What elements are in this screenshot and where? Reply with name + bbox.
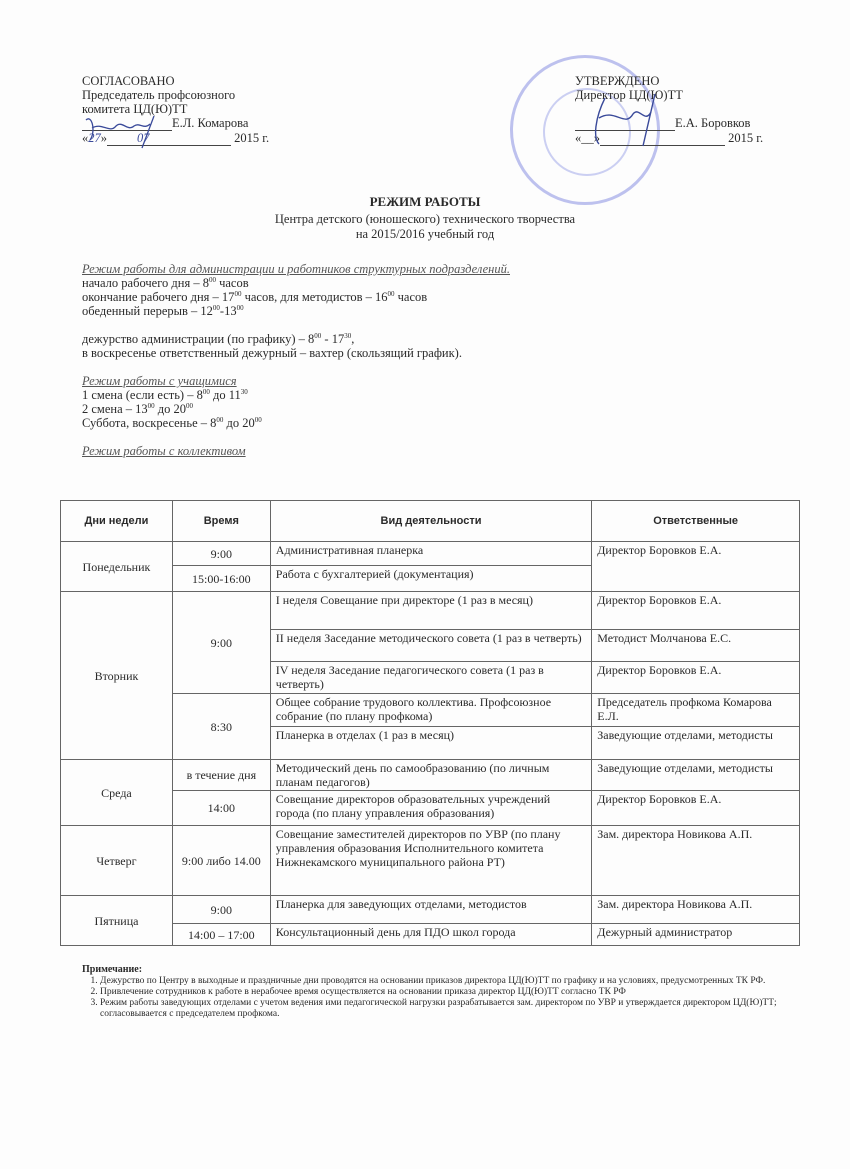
table-row: II неделя Заседание методического совета (1 раз в четверть) Методист Молчанова Е.С.	[61, 630, 800, 662]
note-item: 1. Дежурство по Центру в выходные и праздничные дни проводятся на основании приказов директора ЦД(Ю)ТТ по графику и на условиях, предусмотренных ТК РФ.	[100, 976, 800, 987]
table-row: 15:00-16:00 Работа с бухгалтерией (документация)	[61, 566, 800, 592]
table-row: IV неделя Заседание педагогического совета (1 раз в четверть) Директор Боровков Е.А.	[61, 662, 800, 694]
table-row: Среда в течение дня Методический день по самообразованию (по личным планам педагогов) Заведующие отделами, методисты	[61, 760, 800, 791]
document-page: СОГЛАСОВАНО Председатель профсоюзного комитета ЦД(Ю)ТТ Е.Л. Комарова «27» 07 2015 г. УТВЕРЖДЕНО Директор ЦД(Ю)ТТ Е.А. Боровков «__» 2015 г. РЕЖИМ РАБОТЫ Центра детского (юношеского) технического творчества на 2015/2016 учебный год Режим работы для администрации и работников структурных подразделений. начало рабочего дня – $8^{00}$ часов окончание рабочего дня – $17^{00}$ часов, для методистов – $16^{00}$ часов обеденный перерыв – $12^{00}-13^{00}$ дежурство администрации (по графику) – $8^{00} - 17^{30}$, в воскресенье ответственный дежурный – вахтер (скользящий график). Режим работы с учащимися 1 смена (если есть) – $8^{00}$ до $11^{30}$ 2 смена – $13^{00}$ до $20^{00}$ Суббота, воскресенье – $8^{00}$ до $20^{00}$ Режим работы с коллективом Дни недели Время Вид деятельности Ответственные Понедельник 9:00 Административная планерка Директор Боровков Е.А. 15:00-16:00 Работа с бухгалтерией (документация) Вторник 9:00 I неделя Совещание при директоре (1 раз в месяц) Директор Боровков Е.А. II неделя Заседание методического совета (1 раз в четверть) Методист Молчанова Е.С. IV неделя Заседание педагогического совета (1 раз в четверть) Директор Боровков Е.А. 8:30 Общее собрание трудового коллектива. Профсоюзное собрание (по плану профкома) Председатель профкома Комарова Е.Л. Планерка в отделах (1 раз в месяц) Заведующие отделами, методисты Среда в течение дня Методический день по самообразованию (по личным планам педагогов) Заведующие отделами, методисты 14:00 Совещание директоров образовательных учреждений города (по плану управления образования) Директор Боровков Е.А. Четверг 9:00 либо 14.00 Совещание заместителей директоров по УВР (по плану управления образования Исполнительного комитета Нижнекамского муниципального района РТ) Зам. директора Новикова А.П. Пятница 9:00 Планерка для заведующих отделами, методистов Зам. директора Новикова А.П. 14:00 – 17:00 Консультационный день для ПДО школ города Дежурный администратор Примечание: 1. Дежурство по Центру в выходные и праздничные дни проводятся на основании приказов директора ЦД(Ю)ТТ по графику и на условиях, предусмотренных ТК РФ. 2. Привлечение сотрудников к работе в нерабочее время осуществляется на основании приказа директор ЦД(Ю)ТТ согласно ТК РФ 3. Режим работы заведующих отделами с учетом ведения ими педагогической нагрузки разрабатывается зам. директором по УВР и утверждается директором ЦД(Ю)ТТ; согласовывается с председателем профкома.	[0, 0, 850, 1169]
table-row: 14:00 Совещание директоров образовательных учреждений города (по плану управления образования) Директор Боровков Е.А.	[61, 791, 800, 826]
table-and-notes	[60, 500, 800, 1020]
right-approval-block: УТВЕРЖДЕНО Директор ЦД(Ю)ТТ Е.А. Боровков «__» 2015 г.	[575, 74, 764, 145]
table-row: Четверг 9:00 либо 14.00 Совещание заместителей директоров по УВР (по плану управления образования Исполнительного комитета Нижнекамского муниципального района РТ) Зам. директора Новикова А.П.	[61, 826, 800, 896]
table-row: Пятница 9:00 Планерка для заведующих отделами, методистов Зам. директора Новикова А.П.	[61, 896, 800, 924]
table-row: 14:00 – 17:00 Консультационный день для ПДО школ города Дежурный администратор	[61, 924, 800, 946]
note-item: 2. Привлечение сотрудников к работе в нерабочее время осуществляется на основании приказа директор ЦД(Ю)ТТ согласно ТК РФ	[100, 987, 800, 998]
table-row: 8:30 Общее собрание трудового коллектива. Профсоюзное собрание (по плану профкома) Председатель профкома Комарова Е.Л.	[61, 694, 800, 727]
admin-schedule: Режим работы для администрации и работников структурных подразделений. начало рабочего дня – $8^{00}$ часов окончание рабочего дня – $17^{00}$ часов, для методистов – $16^{00}$ часов обеденный перерыв – $12^{00}-13^{00}$ дежурство администрации (по графику) – $8^{00} - 17^{30}$, в воскресенье ответственный дежурный – вахтер (скользящий график). Режим работы с учащимися 1 смена (если есть) – $8^{00}$ до $11^{30}$ 2 смена – $13^{00}$ до $20^{00}$ Суббота, воскресенье – $8^{00}$ до $20^{00}$ Режим работы с коллективом	[82, 262, 510, 458]
left-approval-block: СОГЛАСОВАНО Председатель профсоюзного комитета ЦД(Ю)ТТ Е.Л. Комарова «27» 07 2015 г.	[82, 74, 270, 145]
table-row: Понедельник 9:00 Административная планерка Директор Боровков Е.А.	[61, 542, 800, 566]
notes-section: Примечание: 1. Дежурство по Центру в выходные и праздничные дни проводятся на основании приказов директора ЦД(Ю)ТТ по графику и на условиях, предусмотренных ТК РФ. 2. Привлечение сотрудников к работе в нерабочее время осуществляется на основании приказа директор ЦД(Ю)ТТ согласно ТК РФ 3. Режим работы заведующих отделами с учетом ведения ими педагогической нагрузки разрабатывается зам. директором по УВР и утверждается директором ЦД(Ю)ТТ; согласовывается с председателем профкома.	[82, 964, 800, 1020]
table-row: Вторник 9:00 I неделя Совещание при директоре (1 раз в месяц) Директор Боровков Е.А.	[61, 592, 800, 630]
schedule-table	[60, 500, 800, 946]
note-item: 3. Режим работы заведующих отделами с учетом ведения ими педагогической нагрузки разрабатывается зам. директором по УВР и утверждается директором ЦД(Ю)ТТ; согласовывается с председателем профкома.	[100, 998, 800, 1020]
page-title: РЕЖИМ РАБОТЫ	[369, 194, 481, 209]
table-header-row: Дни недели Время Вид деятельности Ответственные	[61, 501, 800, 542]
table-row: Планерка в отделах (1 раз в месяц) Заведующие отделами, методисты	[61, 727, 800, 760]
